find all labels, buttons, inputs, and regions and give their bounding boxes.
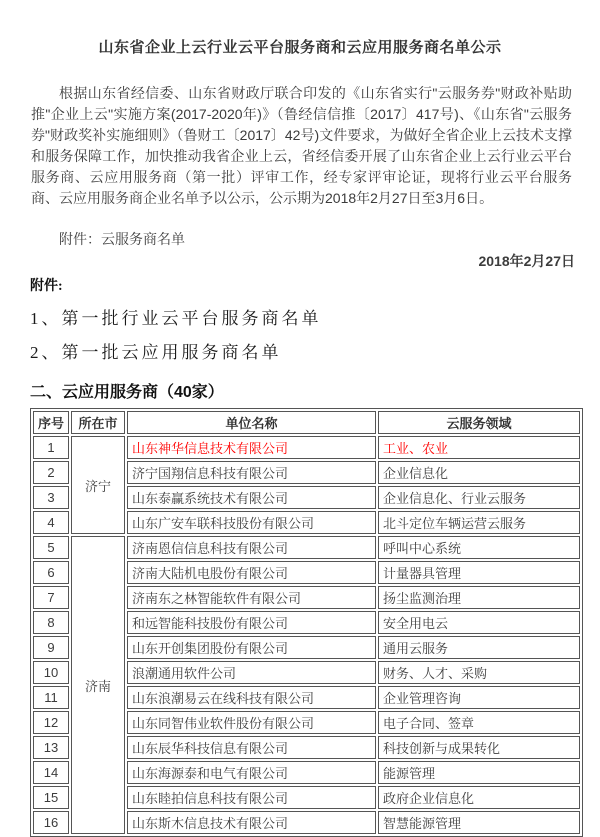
announcement-body-paragraph: 根据山东省经信委、山东省财政厅联合印发的《山东省实行"云服务券"财政补贴助推"企业上云"实施方案(2017-2020年)》（鲁经信信推〔2017〕417号)、《山东省"云服务券"财政奖补实施细则》（鲁财工〔2017〕42号)文件要求，为做好全省企业上云技术支撑和服务保障工作，加快推动我省企业上云，省经信委开展了山东省企业上云行业云平台服务商、云应用服务商（第一批）评审工作，经专家评审论证，现将行业云平台服务商、云应用服务商企业名单予以公示，公示期为2018年2月27日至3月6日。 <box>31 85 572 206</box>
row-number-cell: 11 <box>33 686 69 709</box>
row-number-cell: 6 <box>33 561 69 584</box>
service-field-cell: 安全用电云 <box>378 611 580 634</box>
service-field-cell: 企业管理咨询 <box>378 686 580 709</box>
company-name-cell: 山东海源泰和电气有限公司 <box>127 761 376 784</box>
table-header-row <box>33 411 580 434</box>
company-name-cell: 山东斯木信息技术有限公司 <box>127 811 376 834</box>
company-name-cell: 济南大陆机电股份有限公司 <box>127 561 376 584</box>
service-field-cell: 智慧能源管理 <box>378 811 580 834</box>
service-field-cell: 呼叫中心系统 <box>378 536 580 559</box>
row-number-cell: 9 <box>33 636 69 659</box>
company-name-cell: 山东睦拍信息科技有限公司 <box>127 786 376 809</box>
city-cell: 济宁 <box>71 436 125 534</box>
service-field-cell: 财务、人才、采购 <box>378 661 580 684</box>
table-row <box>33 436 580 459</box>
company-name-cell: 浪潮通用软件公司 <box>127 661 376 684</box>
row-number-cell: 3 <box>33 486 69 509</box>
cloud-service-provider-table <box>30 408 583 837</box>
service-field-cell: 政府企业信息化 <box>378 786 580 809</box>
row-number-cell: 10 <box>33 661 69 684</box>
attachment-item-application-list: 2、第一批云应用服务商名单 <box>30 343 282 362</box>
company-name-cell: 山东泰赢系统技术有限公司 <box>127 486 376 509</box>
cloud-service-table-body <box>33 436 580 834</box>
service-field-cell: 科技创新与成果转化 <box>378 736 580 759</box>
service-field-cell: 扬尘监测治理 <box>378 586 580 609</box>
column-header-company: 单位名称 <box>127 411 376 434</box>
row-number-cell: 4 <box>33 511 69 534</box>
company-name-cell: 济宁国翔信息科技有限公司 <box>127 461 376 484</box>
announcement-date: 2018年2月27日 <box>478 253 575 269</box>
attachment-item-platform-list: 1、第一批行业云平台服务商名单 <box>30 309 322 328</box>
service-field-cell: 通用云服务 <box>378 636 580 659</box>
row-number-cell: 13 <box>33 736 69 759</box>
service-field-cell: 电子合同、签章 <box>378 711 580 734</box>
company-name-cell: 山东广安车联科技股份有限公司 <box>127 511 376 534</box>
company-name-cell: 山东开创集团股份有限公司 <box>127 636 376 659</box>
service-field-cell: 企业信息化 <box>378 461 580 484</box>
row-number-cell: 8 <box>33 611 69 634</box>
company-name-cell: 济南恩信信息科技有限公司 <box>127 536 376 559</box>
row-number-cell: 1 <box>33 436 69 459</box>
service-field-cell: 北斗定位车辆运营云服务 <box>378 511 580 534</box>
city-cell: 济南 <box>71 536 125 834</box>
company-name-cell: 济南东之林智能软件有限公司 <box>127 586 376 609</box>
row-number-cell: 7 <box>33 586 69 609</box>
company-name-cell: 山东同智伟业软件股份有限公司 <box>127 711 376 734</box>
company-name-cell: 山东神华信息技术有限公司 <box>127 436 376 459</box>
company-name-cell: 山东浪潮易云在线科技有限公司 <box>127 686 376 709</box>
row-number-cell: 12 <box>33 711 69 734</box>
service-field-cell: 计量器具管理 <box>378 561 580 584</box>
column-header-city: 所在市 <box>71 411 125 434</box>
row-number-cell: 14 <box>33 761 69 784</box>
table-row <box>33 536 580 559</box>
section-title-cloud-app-providers: 二、云应用服务商（40家） <box>30 384 224 401</box>
row-number-cell: 16 <box>33 811 69 834</box>
company-name-cell: 山东辰华科技信息有限公司 <box>127 736 376 759</box>
column-header-field: 云服务领域 <box>378 411 580 434</box>
row-number-cell: 5 <box>33 536 69 559</box>
company-name-cell: 和远智能科技股份有限公司 <box>127 611 376 634</box>
service-field-cell: 能源管理 <box>378 761 580 784</box>
column-header-index: 序号 <box>33 411 69 434</box>
attachments-label: 附件: <box>30 279 63 294</box>
row-number-cell: 2 <box>33 461 69 484</box>
attachment-reference-line: 附件：云服务商名单 <box>59 231 185 247</box>
page-title: 山东省企业上云行业云平台服务商和云应用服务商名单公示 <box>98 39 502 56</box>
service-field-cell: 工业、农业 <box>378 436 580 459</box>
service-field-cell: 企业信息化、行业云服务 <box>378 486 580 509</box>
row-number-cell: 15 <box>33 786 69 809</box>
